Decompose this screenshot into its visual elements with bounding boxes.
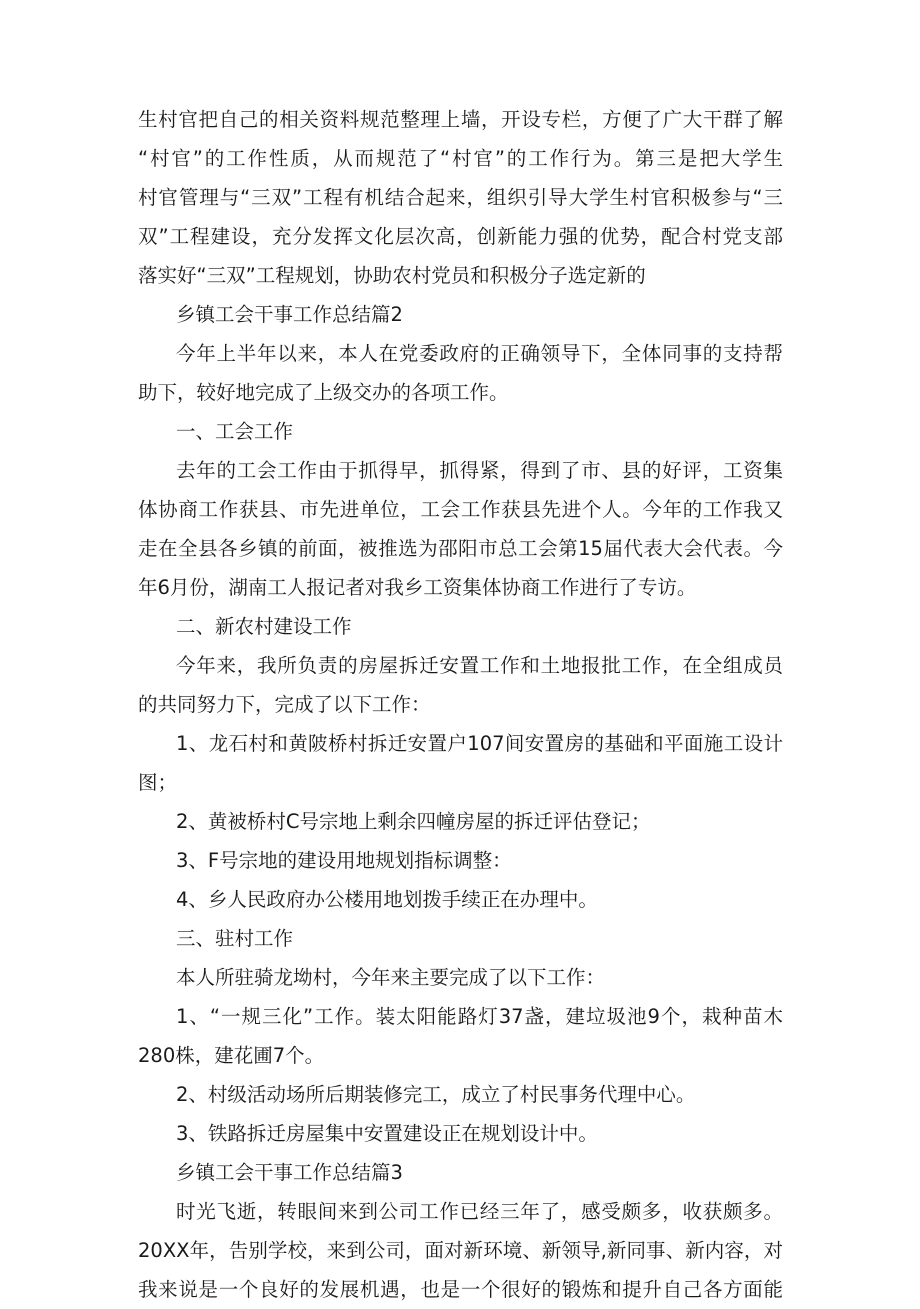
list-item: 1、“一规三化”工作。装太阳能路灯37盏，建垃圾池9个，栽种苗木 — [176, 1005, 783, 1028]
list-item-continuation: 280株，建花圃7个。 — [138, 1044, 325, 1067]
list-item: 1、龙石村和黄陂桥村拆迁安置户107间安置房的基础和平面施工设计 — [176, 732, 783, 755]
list-item: 3、F号宗地的建设用地规划指标调整： — [176, 849, 512, 872]
paragraph-line: 走在全县各乡镇的前面，被推选为邵阳市总工会第15届代表大会代表。今 — [138, 537, 783, 560]
section-title: 乡镇工会干事工作总结篇2 — [176, 303, 403, 326]
list-item: 2、黄被桥村C号宗地上剩余四幢房屋的拆迁评估登记； — [176, 810, 651, 833]
list-item-continuation: 图； — [138, 771, 178, 794]
list-item: 3、铁路拆迁房屋集中安置建设正在规划设计中。 — [176, 1122, 598, 1145]
paragraph-line: 村官管理与“三双”工程有机结合起来，组织引导大学生村官积极参与“三 — [138, 186, 783, 209]
document-body — [138, 100, 783, 1309]
section-heading: 二、新农村建设工作 — [176, 615, 352, 638]
paragraph-line: 年6月份，湖南工人报记者对我乡工资集体协商工作进行了专访。 — [138, 576, 697, 599]
section-heading: 三、驻村工作 — [176, 927, 294, 950]
list-item: 2、村级活动场所后期装修完工，成立了村民事务代理中心。 — [176, 1083, 696, 1106]
section-heading: 一、工会工作 — [176, 420, 294, 443]
paragraph-line: “村官”的工作性质，从而规范了“村官”的工作行为。第三是把大学生 — [138, 147, 783, 170]
paragraph-line: 今年来，我所负责的房屋拆迁安置工作和土地报批工作，在全组成员 — [176, 654, 783, 677]
paragraph-line: 落实好“三双”工程规划，协助农村党员和积极分子选定新的 — [138, 264, 646, 287]
list-item: 4、乡人民政府办公楼用地划拨手续正在办理中。 — [176, 888, 598, 911]
paragraph-line: 的共同努力下，完成了以下工作： — [138, 693, 431, 716]
paragraph-line: 我来说是一个良好的发展机遇，也是一个很好的锻炼和提升自己各方面能 — [138, 1278, 783, 1301]
paragraph-line: 时光飞逝，转眼间来到公司工作已经三年了，感受颇多，收获颇多。 — [176, 1200, 783, 1223]
paragraph-line: 20XX年，告别学校，来到公司，面对新环境、新领导,新同事、新内容，对 — [138, 1239, 783, 1262]
paragraph-line: 双”工程建设，充分发挥文化层次高，创新能力强的优势，配合村党支部 — [138, 225, 783, 248]
paragraph-line: 本人所驻骑龙坳村，今年来主要完成了以下工作： — [176, 966, 606, 989]
section-title: 乡镇工会干事工作总结篇3 — [176, 1161, 403, 1184]
paragraph-line: 助下，较好地完成了上级交办的各项工作。 — [138, 381, 509, 404]
paragraph-line: 去年的工会工作由于抓得早，抓得紧，得到了市、县的好评，工资集 — [176, 459, 783, 482]
paragraph-line: 生村官把自己的相关资料规范整理上墙，开设专栏，方便了广大干群了解 — [138, 108, 783, 131]
paragraph-line: 今年上半年以来，本人在党委政府的正确领导下，全体同事的支持帮 — [176, 342, 783, 365]
paragraph-line: 体协商工作获县、市先进单位，工会工作获县先进个人。今年的工作我又 — [138, 498, 783, 521]
